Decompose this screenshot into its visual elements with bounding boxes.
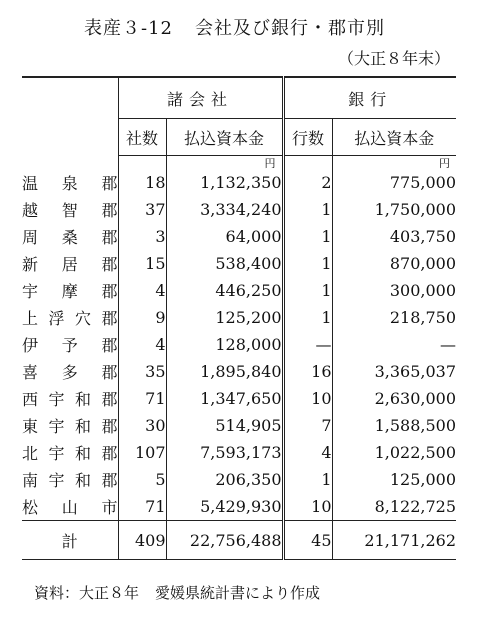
bank-capital-cell: 775,000 [332,169,456,196]
company-count-cell: 30 [118,412,166,439]
bank-capital-cell: 1,022,500 [332,439,456,466]
bank-count-cell: 1 [283,304,332,331]
bank-count-cell: 4 [283,439,332,466]
district-name-cell: 新居郡 [22,255,118,274]
source-text: 愛媛県統計書により作成 [155,584,321,602]
company-capital-cell: 125,200 [166,304,283,331]
company-capital-cell: 538,400 [166,250,283,277]
table-row [22,250,456,277]
company-count-cell: 35 [118,358,166,385]
company-count-cell: 4 [118,277,166,304]
bank-count-cell: 10 [283,385,332,412]
company-count-cell: 71 [118,493,166,521]
table-row [22,277,456,304]
header-companies: 諸会社 [118,77,283,119]
district-name-cell: 東宇和郡 [22,417,118,436]
bank-capital-cell: 8,122,725 [332,493,456,521]
company-count-cell: 5 [118,466,166,493]
header-corner [22,77,118,156]
unit-label-bank: 円 [332,156,456,170]
table-row [22,223,456,250]
company-bank-table [22,76,456,560]
bank-count-cell: 1 [283,223,332,250]
company-count-cell: 37 [118,196,166,223]
table-row [22,169,456,196]
company-count-cell: 107 [118,439,166,466]
total-company-count: 409 [118,521,166,560]
table-number: 表産３-12 [84,18,173,39]
company-count-cell: 71 [118,385,166,412]
bank-count-cell: 1 [283,277,332,304]
bank-count-cell: 1 [283,466,332,493]
company-capital-cell: 128,000 [166,331,283,358]
bank-capital-cell: 218,750 [332,304,456,331]
table-row [22,196,456,223]
company-capital-cell: 5,429,930 [166,493,283,521]
district-name-cell: 越智郡 [22,201,118,220]
table-row [22,493,456,521]
bank-count-cell: 1 [283,250,332,277]
bank-capital-cell: 3,365,037 [332,358,456,385]
total-company-capital: 22,756,488 [166,521,283,560]
header-bank-count: 行数 [283,119,332,156]
header-company-capital: 払込資本金 [166,119,283,156]
company-count-cell: 3 [118,223,166,250]
company-capital-cell: 64,000 [166,223,283,250]
table-row [22,331,456,358]
bank-capital-cell: 1,750,000 [332,196,456,223]
table-title-text: 会社及び銀行・郡市別 [195,18,385,39]
bank-capital-cell: 870,000 [332,250,456,277]
district-name-cell: 南宇和郡 [22,471,118,490]
company-capital-cell: 1,132,350 [166,169,283,196]
district-name-cell: 松山市 [22,498,118,517]
bank-count-cell: 2 [283,169,332,196]
total-bank-capital: 21,171,262 [332,521,456,560]
header-banks: 銀行 [283,77,456,119]
source-label: 資料：大正８年 [34,584,140,602]
header-company-count: 社数 [118,119,166,156]
company-count-cell: 18 [118,169,166,196]
bank-count-cell: 16 [283,358,332,385]
bank-count-cell: 10 [283,493,332,521]
company-capital-cell: 206,350 [166,466,283,493]
bank-count-cell: 7 [283,412,332,439]
table-row [22,412,456,439]
bank-capital-cell: 1,588,500 [332,412,456,439]
company-capital-cell: 1,895,840 [166,358,283,385]
bank-capital-cell: 300,000 [332,277,456,304]
table-subtitle: （大正８年末） [338,49,451,68]
total-row [22,521,456,560]
company-capital-cell: 514,905 [166,412,283,439]
company-count-cell: 9 [118,304,166,331]
company-capital-cell: 3,334,240 [166,196,283,223]
table-row [22,358,456,385]
unit-label-company: 円 [166,156,283,170]
company-capital-cell: 7,593,173 [166,439,283,466]
table-row [22,439,456,466]
header-bank-capital: 払込資本金 [332,119,456,156]
source-note [34,582,320,603]
district-name-cell: 宇摩郡 [22,282,118,301]
table-row [22,385,456,412]
district-name-cell: 上浮穴郡 [22,309,118,328]
total-bank-count: 45 [283,521,332,560]
bank-capital-cell: 2,630,000 [332,385,456,412]
company-capital-cell: 446,250 [166,277,283,304]
district-name-cell: 北宇和郡 [22,444,118,463]
bank-count-cell: — [283,331,332,358]
company-count-cell: 4 [118,331,166,358]
bank-capital-cell: 125,000 [332,466,456,493]
table-title [84,14,385,40]
district-name-cell: 周桑郡 [22,228,118,247]
bank-capital-cell: — [332,331,456,358]
total-label: 計 [22,521,118,560]
company-count-cell: 15 [118,250,166,277]
district-name-cell: 喜多郡 [22,363,118,382]
company-capital-cell: 1,347,650 [166,385,283,412]
bank-count-cell: 1 [283,196,332,223]
bank-capital-cell: 403,750 [332,223,456,250]
district-name-cell: 西宇和郡 [22,390,118,409]
table-row [22,304,456,331]
district-name-cell: 温泉郡 [22,174,118,193]
table-row [22,466,456,493]
district-name-cell: 伊予郡 [22,336,118,355]
